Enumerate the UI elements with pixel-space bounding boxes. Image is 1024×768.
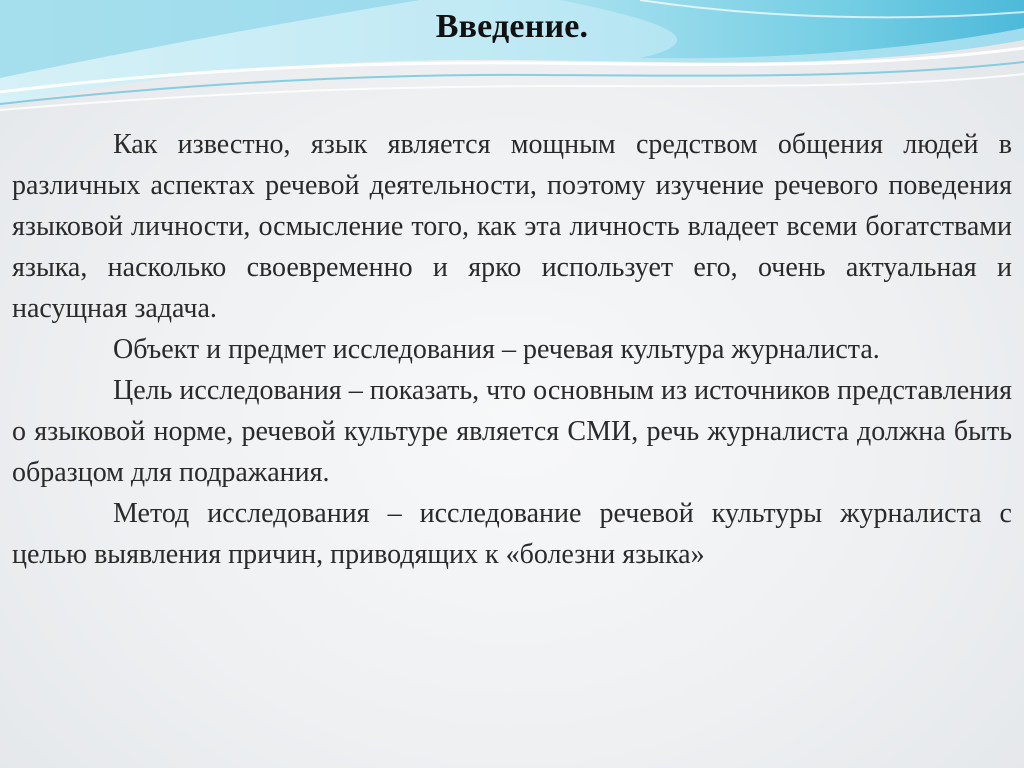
paragraph-method: Метод исследования – исследование речевой культуры журналиста с целью выявления причин, приводящих к «болезни языка» <box>12 498 1012 570</box>
paragraph-goal: Цель исследования – показать, что основным из источников представления о языковой норме, речевой культуре является СМИ, речь журналиста должна быть образцом для подражания. <box>12 375 1012 488</box>
paragraph-intro: Как известно, язык является мощным средством общения людей в различных аспектах речевой деятельности, поэтому изучение речевого поведения языковой личности, осмысление того, как эта личность владеет всеми богатствами языка, насколько своевременно и ярко использует его, очень актуальная и насущная задача. <box>12 129 1012 324</box>
slide-body <box>12 124 1012 575</box>
slide-title: Введение. <box>435 8 589 45</box>
paragraph-object: Объект и предмет исследования – речевая культура журналиста. <box>113 334 880 365</box>
